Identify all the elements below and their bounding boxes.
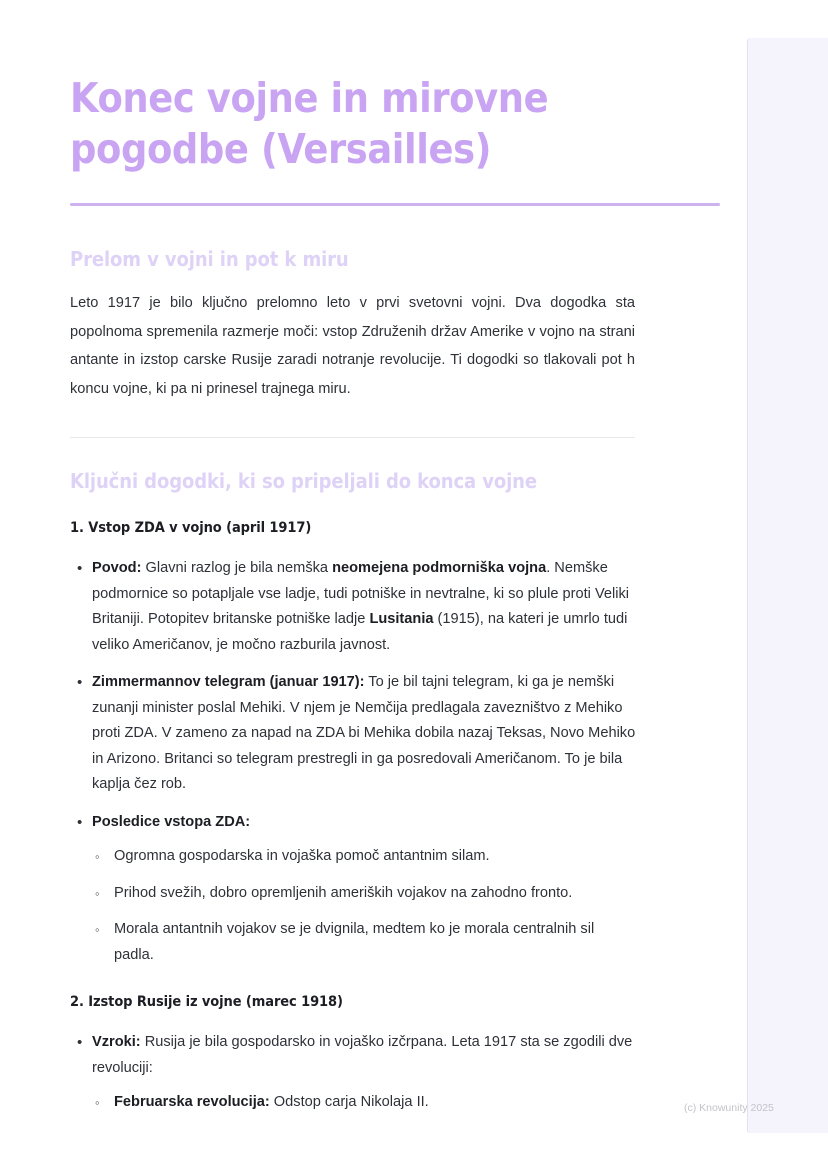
- intro-paragraph: Leto 1917 je bilo ključno prelomno leto v prvi svetovni vojni. Dva dogodka sta popolnoma spremenila razmerje moči: vstop Združenih držav Amerike v vojno na strani antante in izstop carske Rusije zaradi notranje revolucije. Ti dogodki so tlakovali pot h koncu vojne, ki pa ni prinesel trajnega miru.: [70, 295, 635, 397]
- bullet-lead: Povod:: [92, 560, 142, 576]
- sublist-text: Ogromna gospodarska in vojaška pomoč antantnim silam.: [114, 848, 490, 864]
- bullet-text: Rusija je bila gospodarsko in vojaško izčrpana. Leta 1917 sta se zgodili dve revoluciji:: [92, 1034, 633, 1076]
- page-title: Konec vojne in mirovne pogodbe (Versailles): [70, 74, 549, 173]
- bullet-text-c: (1915), na kateri je umrlo tudi veliko Američanov, je močno razburila javnost.: [92, 611, 628, 653]
- sublist-posledice: [86, 844, 638, 968]
- section-heading-key-events: Ključni dogodki, ki so pripeljali do konca vojne: [70, 469, 537, 493]
- bullet-text: To je bil tajni telegram, ki ga je nemški zunanji minister poslal Mehiki. V njem je Nemčija predlagala zavezništvo z Mehiko proti ZDA. V zameno za napad na ZDA bi Mehika dobila nazaj Teksas, Novo Mehiko in Arizono. Britanci so telegram prestregli in ga posredovali Američanom. To je bila kaplja čez rob.: [92, 674, 636, 792]
- sublist-vzroki: [86, 1090, 638, 1116]
- subheading-item-2: 2. Izstop Rusije iz vojne (marec 1918): [70, 994, 343, 1010]
- section-divider: [70, 437, 635, 438]
- sublist-lead: Februarska revolucija:: [114, 1094, 270, 1110]
- bullet-lead: Zimmermannov telegram (januar 1917):: [92, 674, 365, 690]
- document-content: [70, 0, 640, 1128]
- bullet-bold-b: Lusitania: [369, 611, 434, 627]
- sublist-item: [86, 1090, 626, 1116]
- list-item-1-bullets: [70, 556, 640, 968]
- list-item-2-bullets: [70, 1030, 640, 1116]
- sublist-item: [86, 917, 626, 968]
- bullet-filled-icon: •: [77, 560, 83, 577]
- list-item: [70, 556, 638, 658]
- sublist-item: [86, 881, 626, 907]
- list-item: [70, 810, 638, 969]
- right-edge-band: [747, 38, 828, 1133]
- bullet-hollow-icon: ◦: [95, 922, 100, 937]
- sublist-text: Morala antantnih vojakov se je dvignila, medtem ko je morala centralnih sil padla.: [114, 921, 595, 963]
- bullet-hollow-icon: ◦: [95, 885, 100, 901]
- title-divider: [70, 203, 720, 206]
- bullet-lead: Vzroki:: [92, 1034, 141, 1050]
- list-item: [70, 670, 638, 798]
- sublist-text: Prihod svežih, dobro opremljenih ameriških vojakov na zahodno fronto.: [114, 884, 573, 901]
- bullet-text-b: . Nemške podmornice so potapljale vse ladje, tudi potniške in nevtralne, ki so plule proti Veliki Britaniji. Potopitev britanske potniške ladje: [92, 560, 630, 627]
- list-item: [70, 1030, 638, 1116]
- bullet-bold-a: neomejena podmorniška vojna: [332, 560, 547, 576]
- bullet-filled-icon: •: [77, 674, 83, 691]
- bullet-filled-icon: •: [77, 1034, 83, 1051]
- subheading-item-1: 1. Vstop ZDA v vojno (april 1917): [70, 520, 312, 536]
- bullet-text-a: Glavni razlog je bila nemška: [141, 560, 333, 576]
- copyright-watermark: (c) Knowunity 2025: [684, 1102, 774, 1114]
- bullet-hollow-icon: ◦: [95, 849, 100, 864]
- bullet-filled-icon: •: [77, 813, 83, 831]
- section-heading-intro: Prelom v vojni in pot k miru: [70, 247, 349, 271]
- bullet-lead: Posledice vstopa ZDA:: [92, 813, 251, 830]
- bullet-hollow-icon: ◦: [95, 1095, 100, 1110]
- sublist-item: [86, 844, 626, 870]
- sublist-text: Odstop carja Nikolaja II.: [269, 1094, 429, 1110]
